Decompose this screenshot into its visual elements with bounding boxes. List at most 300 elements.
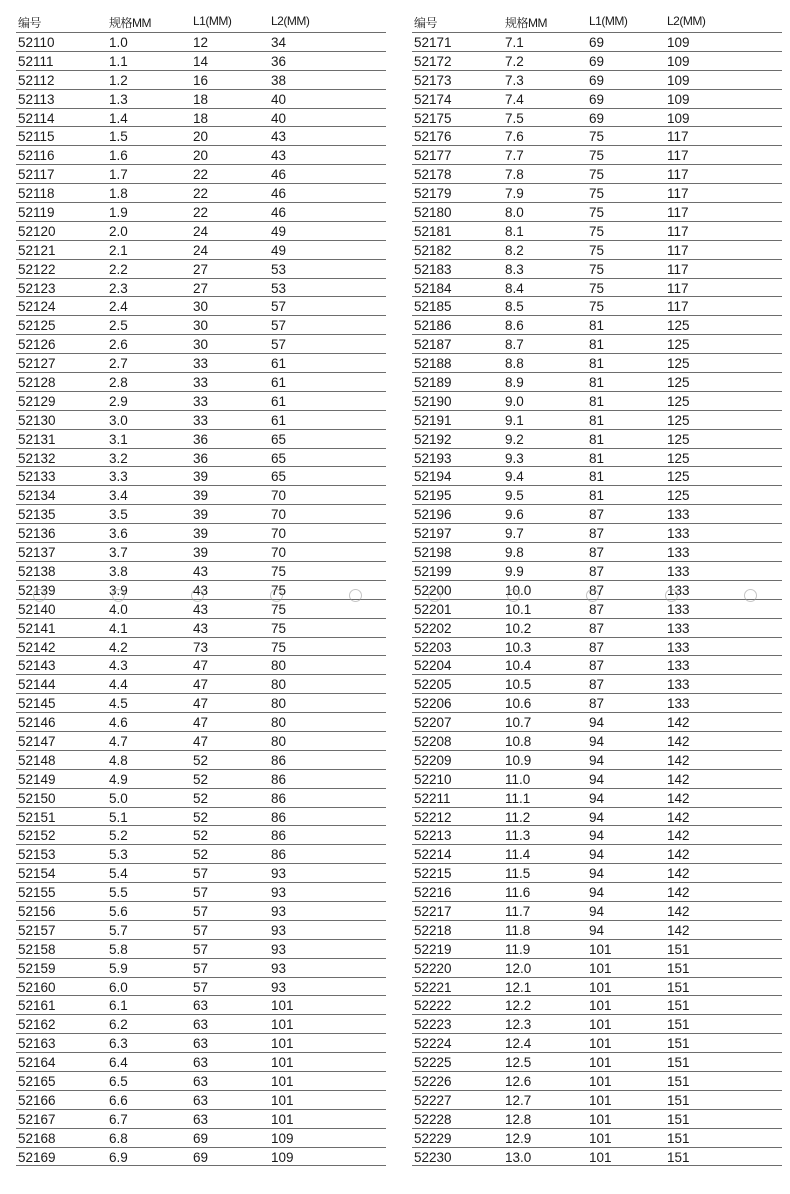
cell-code: 52133 [18,469,56,485]
cell-spec: 13.0 [505,1149,532,1165]
cell-l2: 75 [271,563,287,579]
cell-l2: 151 [667,941,690,957]
cell-l1: 47 [193,696,209,712]
cell-l2: 133 [667,658,690,674]
cell-l2: 61 [271,412,287,428]
cell-l2: 61 [271,356,287,372]
cell-spec: 12.2 [505,998,532,1014]
cell-spec: 10.5 [505,677,532,693]
table-row [16,222,386,241]
cell-l1: 101 [589,1073,612,1089]
cell-l2: 86 [271,809,287,825]
table-row [16,90,386,109]
cell-l2: 133 [667,582,690,598]
cell-spec: 4.4 [109,677,128,693]
table-row [16,1091,386,1110]
cell-spec: 7.7 [505,148,524,164]
table-row [16,335,386,354]
cell-spec: 3.2 [109,450,128,466]
cell-spec: 8.4 [505,280,524,296]
table-row [16,713,386,732]
cell-code: 52230 [414,1149,452,1165]
table-row [16,1015,386,1034]
cell-code: 52182 [414,242,452,258]
cell-l2: 61 [271,393,287,409]
cell-code: 52192 [414,431,452,447]
cell-code: 52113 [18,91,55,107]
cell-code: 52227 [414,1092,452,1108]
cell-l1: 24 [193,242,209,258]
cell-code: 52213 [414,828,452,844]
cell-spec: 9.8 [505,545,524,561]
cell-l2: 86 [271,828,287,844]
cell-l1: 81 [589,431,605,447]
cell-code: 52121 [18,242,56,258]
cell-l1: 87 [589,696,605,712]
cell-l1: 27 [193,280,209,296]
table-row [412,184,782,203]
cell-code: 52188 [414,356,452,372]
table-row [412,392,782,411]
cell-l1: 81 [589,488,605,504]
cell-code: 52217 [414,903,452,919]
table-row [16,883,386,902]
table-row [16,449,386,468]
cell-code: 52210 [414,771,452,787]
cell-l2: 43 [271,129,287,145]
table-row [412,883,782,902]
cell-l1: 101 [589,998,612,1014]
table-row [412,1110,782,1129]
table-row [16,354,386,373]
cell-code: 52119 [18,205,55,221]
cell-code: 52203 [414,639,452,655]
cell-l1: 75 [589,242,605,258]
cell-spec: 9.4 [505,469,524,485]
cell-code: 52190 [414,393,452,409]
cell-spec: 10.6 [505,696,532,712]
cell-spec: 7.2 [505,53,524,69]
cell-l2: 49 [271,223,287,239]
cell-spec: 7.6 [505,129,524,145]
table-row [16,505,386,524]
cell-l1: 57 [193,922,209,938]
cell-l1: 69 [589,53,605,69]
cell-code: 52139 [18,582,56,598]
cell-code: 52172 [414,53,452,69]
cell-spec: 12.0 [505,960,532,976]
table-row [16,770,386,789]
header-code: 编号 [414,16,438,30]
cell-code: 52143 [18,658,56,674]
cell-spec: 4.2 [109,639,128,655]
cell-code: 52166 [18,1092,56,1108]
cell-code: 52222 [414,998,452,1014]
cell-code: 52211 [414,790,451,806]
cell-l2: 133 [667,526,690,542]
cell-l1: 101 [589,960,612,976]
table-row [16,33,386,52]
cell-code: 52157 [18,922,56,938]
cell-spec: 11.9 [505,941,531,957]
cell-code: 52224 [414,1036,452,1052]
cell-spec: 9.0 [505,393,524,409]
cell-l2: 151 [667,979,690,995]
cell-code: 52219 [414,941,452,957]
cell-l2: 101 [271,1111,294,1127]
cell-l2: 117 [667,299,689,315]
cell-l2: 151 [667,1130,690,1146]
cell-l2: 101 [271,1017,294,1033]
table-row [412,770,782,789]
cell-spec: 5.4 [109,866,128,882]
cell-l1: 75 [589,223,605,239]
cell-code: 52150 [18,790,56,806]
cell-l1: 94 [589,903,605,919]
cell-spec: 1.1 [109,53,128,69]
cell-code: 52145 [18,696,56,712]
cell-l2: 101 [271,1073,294,1089]
cell-code: 52229 [414,1130,452,1146]
cell-l2: 49 [271,242,287,258]
table-body-right [412,33,782,1166]
cell-l2: 117 [667,148,689,164]
cell-l1: 69 [589,110,605,126]
table-row [412,486,782,505]
cell-l2: 142 [667,715,690,731]
cell-l2: 117 [667,186,689,202]
cell-code: 52179 [414,186,452,202]
cell-l1: 94 [589,715,605,731]
table-row [412,562,782,581]
cell-spec: 5.1 [109,809,128,825]
cell-l2: 151 [667,1073,690,1089]
table-row [16,279,386,298]
cell-l1: 87 [589,677,605,693]
cell-l1: 30 [193,299,209,315]
cell-l1: 39 [193,545,209,561]
cell-code: 52152 [18,828,56,844]
cell-l1: 24 [193,223,209,239]
cell-l2: 70 [271,545,287,561]
cell-l2: 43 [271,148,287,164]
table-row [412,845,782,864]
cell-spec: 12.3 [505,1017,532,1033]
cell-l1: 47 [193,733,209,749]
table-row [412,449,782,468]
cell-spec: 3.4 [109,488,128,504]
cell-l1: 57 [193,903,209,919]
cell-code: 52154 [18,866,56,882]
table-row [16,656,386,675]
cell-l2: 53 [271,280,287,296]
table-row [412,52,782,71]
cell-spec: 1.3 [109,91,128,107]
cell-l1: 73 [193,639,209,655]
table-row [16,562,386,581]
spec-table-right [412,14,782,1166]
table-row [412,543,782,562]
header-l2: L2(MM) [271,14,310,28]
cell-spec: 5.8 [109,941,128,957]
cell-l1: 22 [193,186,209,202]
cell-spec: 8.8 [505,356,524,372]
cell-l1: 101 [589,1036,612,1052]
table-row [16,996,386,1015]
cell-code: 52167 [18,1111,56,1127]
cell-l2: 109 [667,53,690,69]
cell-l2: 142 [667,790,690,806]
cell-l2: 93 [271,941,287,957]
cell-spec: 5.6 [109,903,128,919]
cell-code: 52111 [18,53,54,69]
table-row [16,316,386,335]
cell-spec: 2.5 [109,318,128,334]
cell-l1: 52 [193,828,209,844]
cell-l1: 94 [589,790,605,806]
cell-spec: 4.1 [109,620,128,636]
cell-spec: 1.0 [109,35,128,50]
cell-l2: 80 [271,696,287,712]
cell-l2: 80 [271,658,287,674]
cell-spec: 12.6 [505,1073,532,1089]
cell-code: 52140 [18,601,56,617]
cell-l1: 87 [589,526,605,542]
cell-l2: 80 [271,715,287,731]
cell-l2: 133 [667,601,690,617]
cell-l1: 22 [193,205,209,221]
cell-code: 52125 [18,318,56,334]
cell-code: 52189 [414,375,452,391]
cell-l2: 125 [667,450,690,466]
table-row [16,1053,386,1072]
cell-spec: 2.2 [109,261,128,277]
cell-l2: 133 [667,620,690,636]
cell-l2: 93 [271,885,287,901]
cell-l2: 65 [271,431,287,447]
table-row [412,241,782,260]
cell-l1: 43 [193,582,209,598]
cell-l1: 12 [193,35,209,50]
cell-spec: 2.4 [109,299,128,315]
cell-l2: 142 [667,733,690,749]
cell-l2: 65 [271,469,287,485]
table-row [16,165,386,184]
cell-code: 52142 [18,639,56,655]
cell-spec: 9.5 [505,488,524,504]
table-row [412,713,782,732]
table-row [16,392,386,411]
cell-l1: 16 [193,72,209,88]
table-row [16,1072,386,1091]
table-row [412,789,782,808]
table-body-left [16,33,386,1166]
table-row [412,675,782,694]
cell-l2: 46 [271,167,287,183]
cell-l2: 151 [667,1055,690,1071]
cell-l1: 63 [193,1073,209,1089]
cell-code: 52226 [414,1073,452,1089]
table-row [16,373,386,392]
cell-l1: 30 [193,337,209,353]
cell-spec: 10.8 [505,733,532,749]
table-row [412,90,782,109]
cell-l1: 33 [193,393,209,409]
cell-spec: 7.4 [505,91,524,107]
table-row [412,1091,782,1110]
cell-code: 52168 [18,1130,56,1146]
table-row [16,826,386,845]
cell-l1: 75 [589,129,605,145]
table-row [16,524,386,543]
cell-l2: 117 [667,129,689,145]
cell-code: 52149 [18,771,56,787]
cell-spec: 4.7 [109,733,128,749]
cell-spec: 3.3 [109,469,128,485]
cell-code: 52117 [18,167,55,183]
cell-l1: 57 [193,866,209,882]
cell-code: 52110 [18,35,55,50]
cell-spec: 8.6 [505,318,524,334]
cell-code: 52183 [414,261,452,277]
cell-l2: 75 [271,620,287,636]
cell-l2: 125 [667,337,690,353]
cell-l1: 43 [193,601,209,617]
cell-code: 52129 [18,393,56,409]
cell-code: 52118 [18,186,55,202]
cell-l2: 86 [271,790,287,806]
cell-spec: 3.1 [109,431,128,447]
table-row [412,1148,782,1167]
cell-l2: 93 [271,903,287,919]
table-row [412,222,782,241]
cell-spec: 5.0 [109,790,128,806]
cell-l2: 86 [271,847,287,863]
table-row [16,864,386,883]
cell-l1: 52 [193,771,209,787]
cell-l1: 101 [589,941,612,957]
table-row [412,1015,782,1034]
cell-l2: 151 [667,1017,690,1033]
cell-l1: 81 [589,318,605,334]
cell-spec: 2.8 [109,375,128,391]
cell-code: 52194 [414,469,452,485]
cell-l2: 133 [667,696,690,712]
table-row [412,297,782,316]
cell-spec: 1.5 [109,129,128,145]
cell-l1: 36 [193,450,209,466]
cell-l1: 101 [589,1092,612,1108]
cell-code: 52202 [414,620,452,636]
cell-spec: 4.8 [109,752,128,768]
cell-spec: 11.7 [505,903,531,919]
cell-code: 52131 [18,431,56,447]
cell-l2: 109 [667,91,690,107]
cell-code: 52204 [414,658,452,674]
cell-code: 52135 [18,507,56,523]
cell-code: 52169 [18,1149,56,1165]
table-row [412,732,782,751]
cell-code: 52195 [414,488,452,504]
table-row [16,638,386,657]
cell-l2: 93 [271,960,287,976]
cell-l2: 117 [667,242,689,258]
cell-code: 52124 [18,299,56,315]
header-spec: 规格MM [109,16,151,30]
table-row [412,165,782,184]
table-row [16,1129,386,1148]
cell-l1: 94 [589,922,605,938]
cell-l1: 87 [589,507,605,523]
cell-l2: 142 [667,809,690,825]
table-row [16,1148,386,1167]
table-row [412,524,782,543]
header-l1: L1(MM) [193,14,232,28]
cell-l1: 20 [193,148,209,164]
cell-code: 52207 [414,715,452,731]
cell-l1: 57 [193,941,209,957]
table-row [412,146,782,165]
cell-spec: 8.0 [505,205,524,221]
cell-l2: 125 [667,375,690,391]
cell-spec: 1.6 [109,148,128,164]
cell-spec: 3.0 [109,412,128,428]
table-row [412,940,782,959]
spec-table-left [16,14,386,1166]
cell-l1: 27 [193,261,209,277]
cell-code: 52171 [414,35,452,50]
cell-code: 52164 [18,1055,56,1071]
table-row [16,808,386,827]
cell-l2: 117 [667,205,689,221]
cell-l1: 69 [193,1130,209,1146]
cell-code: 52136 [18,526,56,542]
table-row [16,675,386,694]
cell-code: 52128 [18,375,56,391]
cell-spec: 11.6 [505,885,531,901]
cell-l1: 20 [193,129,209,145]
cell-code: 52116 [18,148,55,164]
cell-l1: 69 [589,72,605,88]
cell-spec: 9.3 [505,450,524,466]
cell-code: 52178 [414,167,452,183]
cell-code: 52138 [18,563,56,579]
table-row [412,638,782,657]
cell-l2: 142 [667,752,690,768]
table-row [16,902,386,921]
cell-spec: 11.5 [505,866,531,882]
cell-code: 52181 [414,223,452,239]
cell-l2: 40 [271,91,287,107]
cell-l1: 52 [193,847,209,863]
cell-l1: 75 [589,261,605,277]
cell-code: 52196 [414,507,452,523]
table-row [412,751,782,770]
cell-spec: 9.7 [505,526,524,542]
cell-l2: 70 [271,488,287,504]
table-row [16,486,386,505]
cell-l2: 101 [271,1092,294,1108]
cell-spec: 11.3 [505,828,531,844]
cell-spec: 9.9 [505,563,524,579]
cell-l1: 33 [193,356,209,372]
cell-l1: 81 [589,356,605,372]
table-row [412,109,782,128]
cell-spec: 6.6 [109,1092,128,1108]
cell-l1: 39 [193,488,209,504]
cell-l2: 133 [667,563,690,579]
cell-l1: 69 [589,91,605,107]
